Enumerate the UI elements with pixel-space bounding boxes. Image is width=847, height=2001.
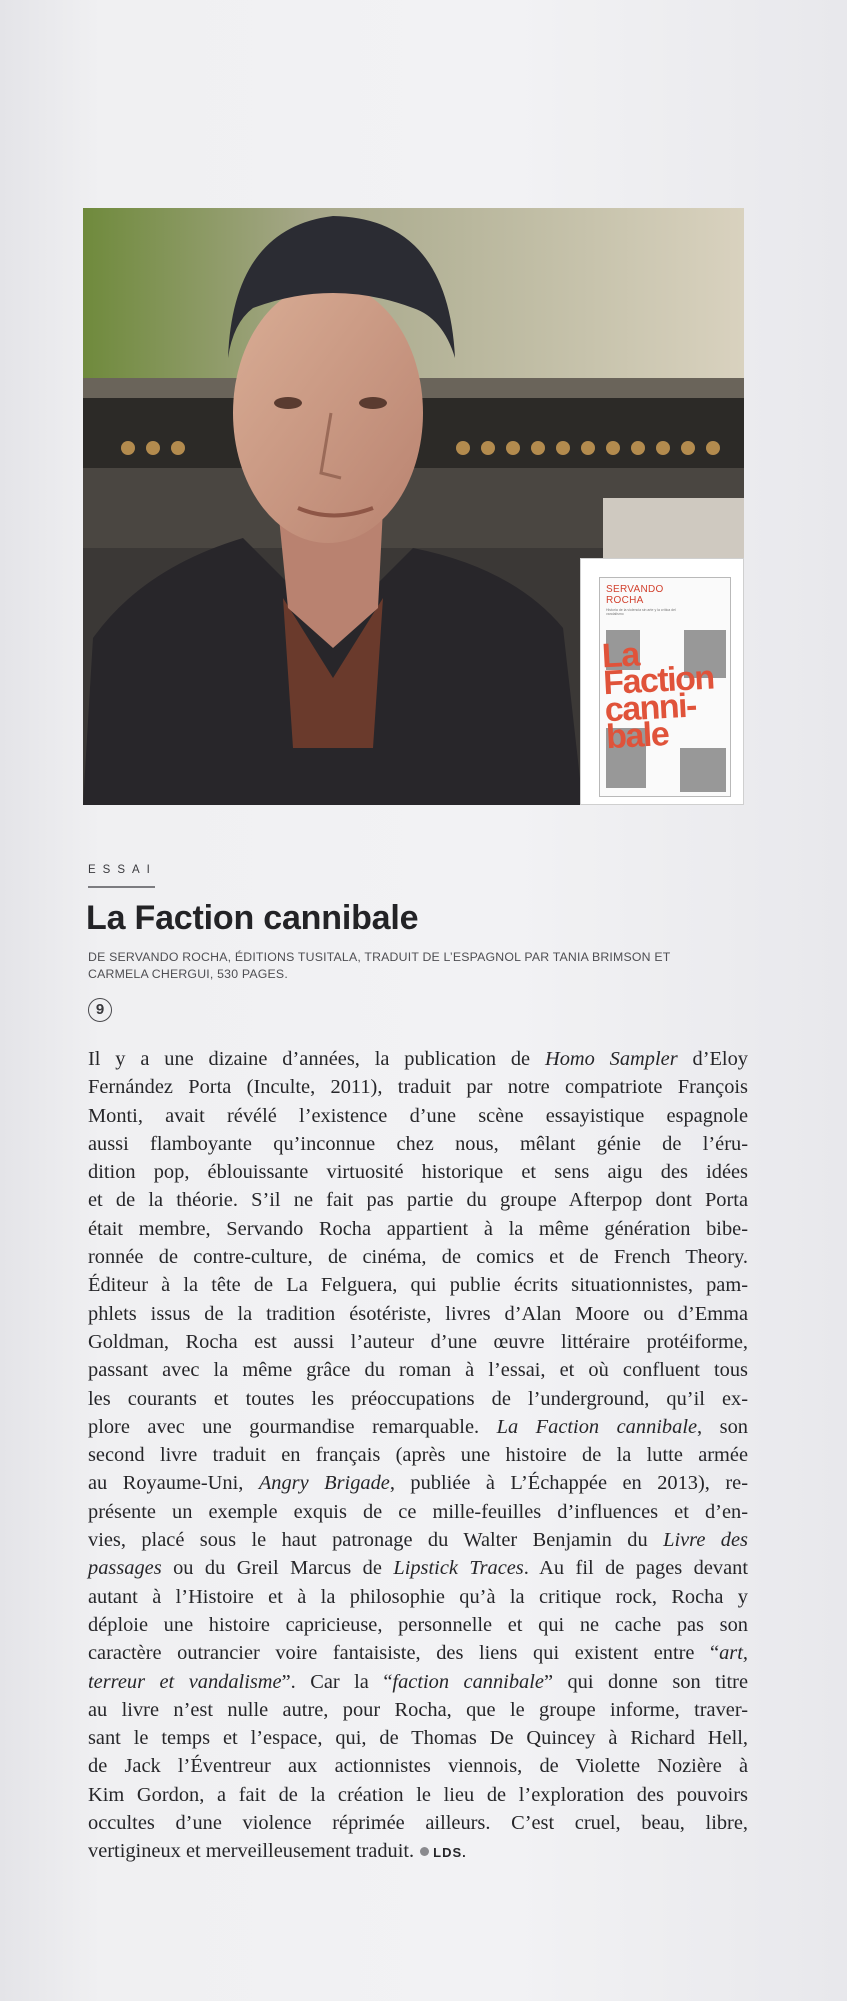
article-title: La Faction cannibale — [86, 899, 419, 937]
body-line: au livre n’est nulle autre, pour Rocha, que le groupe informe, traver- — [88, 1698, 748, 1721]
body-line: Monti, avait révélé l’existence d’une scène essayistique espagnole — [88, 1104, 748, 1127]
cover-subtitle: Historia de la violencia sin arte y la crítica del vandalismo — [606, 608, 676, 616]
body-line: vertigineux et merveilleusement traduit. LDS. — [88, 1840, 467, 1863]
body-line: ronnée de contre-culture, de cinéma, de comics et de French Theory. — [88, 1246, 748, 1269]
body-line: présente un exemple exquis de ce mille-feuilles d’influences et d’en- — [88, 1500, 748, 1523]
article-credits: DE SERVANDO ROCHA, ÉDITIONS TUSITALA, TRADUIT DE L’ESPAGNOL PAR TANIA BRIMSON ET CARMELA CHERGUI, 530 PAGES. — [88, 950, 671, 981]
book-cover-art — [599, 577, 731, 797]
body-line: phlets issus de la tradition ésotériste, livres d’Alan Moore ou d’Emma — [88, 1302, 748, 1325]
section-rubric: ESSAI — [88, 864, 157, 876]
book-cover — [580, 558, 744, 805]
body-line: terreur et vandalisme”. Car la “faction cannibale” qui donne son titre — [88, 1670, 748, 1693]
author-signature: LDS. — [433, 1845, 467, 1861]
body-line: second livre traduit en français (après une histoire de la lutte armée — [88, 1444, 748, 1467]
bullet-icon — [420, 1847, 429, 1856]
cover-photo — [680, 748, 726, 792]
body-line: Goldman, Rocha est aussi l’auteur d’une œuvre littéraire protéiforme, — [88, 1330, 748, 1353]
body-line: Kim Gordon, a fait de la création le lieu de l’exploration des pouvoirs — [88, 1783, 748, 1806]
body-line: aussi flamboyante qu’inconnue chez nous, mêlant génie de l’éru- — [88, 1132, 748, 1155]
article-body — [88, 1045, 748, 1866]
body-line: sant le temps et l’espace, qui, de Thomas De Quincey à Richard Hell, — [88, 1727, 748, 1750]
rubric-underline — [88, 886, 155, 888]
body-line: Fernández Porta (Inculte, 2011), traduit par notre compatriote François — [88, 1076, 748, 1099]
body-line: autant à l’Histoire et à la philosophie qu’à la critique rock, Rocha y — [88, 1585, 748, 1608]
cover-title: La Faction canni- bale — [600, 635, 715, 757]
body-line: de Jack l’Éventreur aux actionnistes viennois, de Violette Nozière à — [88, 1755, 748, 1778]
cover-author: SERVANDO ROCHA — [606, 584, 664, 606]
body-line: et de la théorie. S’il ne fait pas partie du groupe Afterpop dont Porta — [88, 1189, 748, 1212]
body-line: occultes d’une violence réprimée ailleurs. C’est cruel, beau, libre, — [88, 1812, 748, 1835]
body-line: était membre, Servando Rocha appartient à la même génération bibe- — [88, 1217, 748, 1240]
body-line: Éditeur à la tête de La Felguera, qui publie écrits situationnistes, pam- — [88, 1274, 748, 1297]
body-line: au Royaume-Uni, Angry Brigade, publiée à L’Échappée en 2013), re- — [88, 1472, 749, 1495]
body-line: passages ou du Greil Marcus de Lipstick Traces. Au fil de pages devant — [88, 1557, 748, 1580]
body-line: passant avec la même grâce du roman à l’essai, et où confluent tous — [88, 1359, 748, 1382]
body-line: caractère outrancier voire fantaisiste, des liens qui existent entre “art, — [88, 1642, 748, 1665]
body-line: déploie une histoire capricieuse, personnelle et qui ne cache pas son — [88, 1613, 748, 1636]
body-line: les courants et toutes les préoccupations de l’underground, qu’il ex- — [88, 1387, 748, 1410]
rating-badge: 9 — [88, 998, 112, 1022]
body-line: Il y a une dizaine d’années, la publication de Homo Sampler d’Eloy — [88, 1048, 748, 1070]
body-line: dition pop, éblouissante virtuosité historique et sens aigu des idées — [88, 1161, 748, 1184]
body-line: vies, placé sous le haut patronage du Walter Benjamin du Livre des — [88, 1529, 748, 1552]
body-line: plore avec une gourmandise remarquable. La Faction cannibale, son — [88, 1415, 748, 1438]
